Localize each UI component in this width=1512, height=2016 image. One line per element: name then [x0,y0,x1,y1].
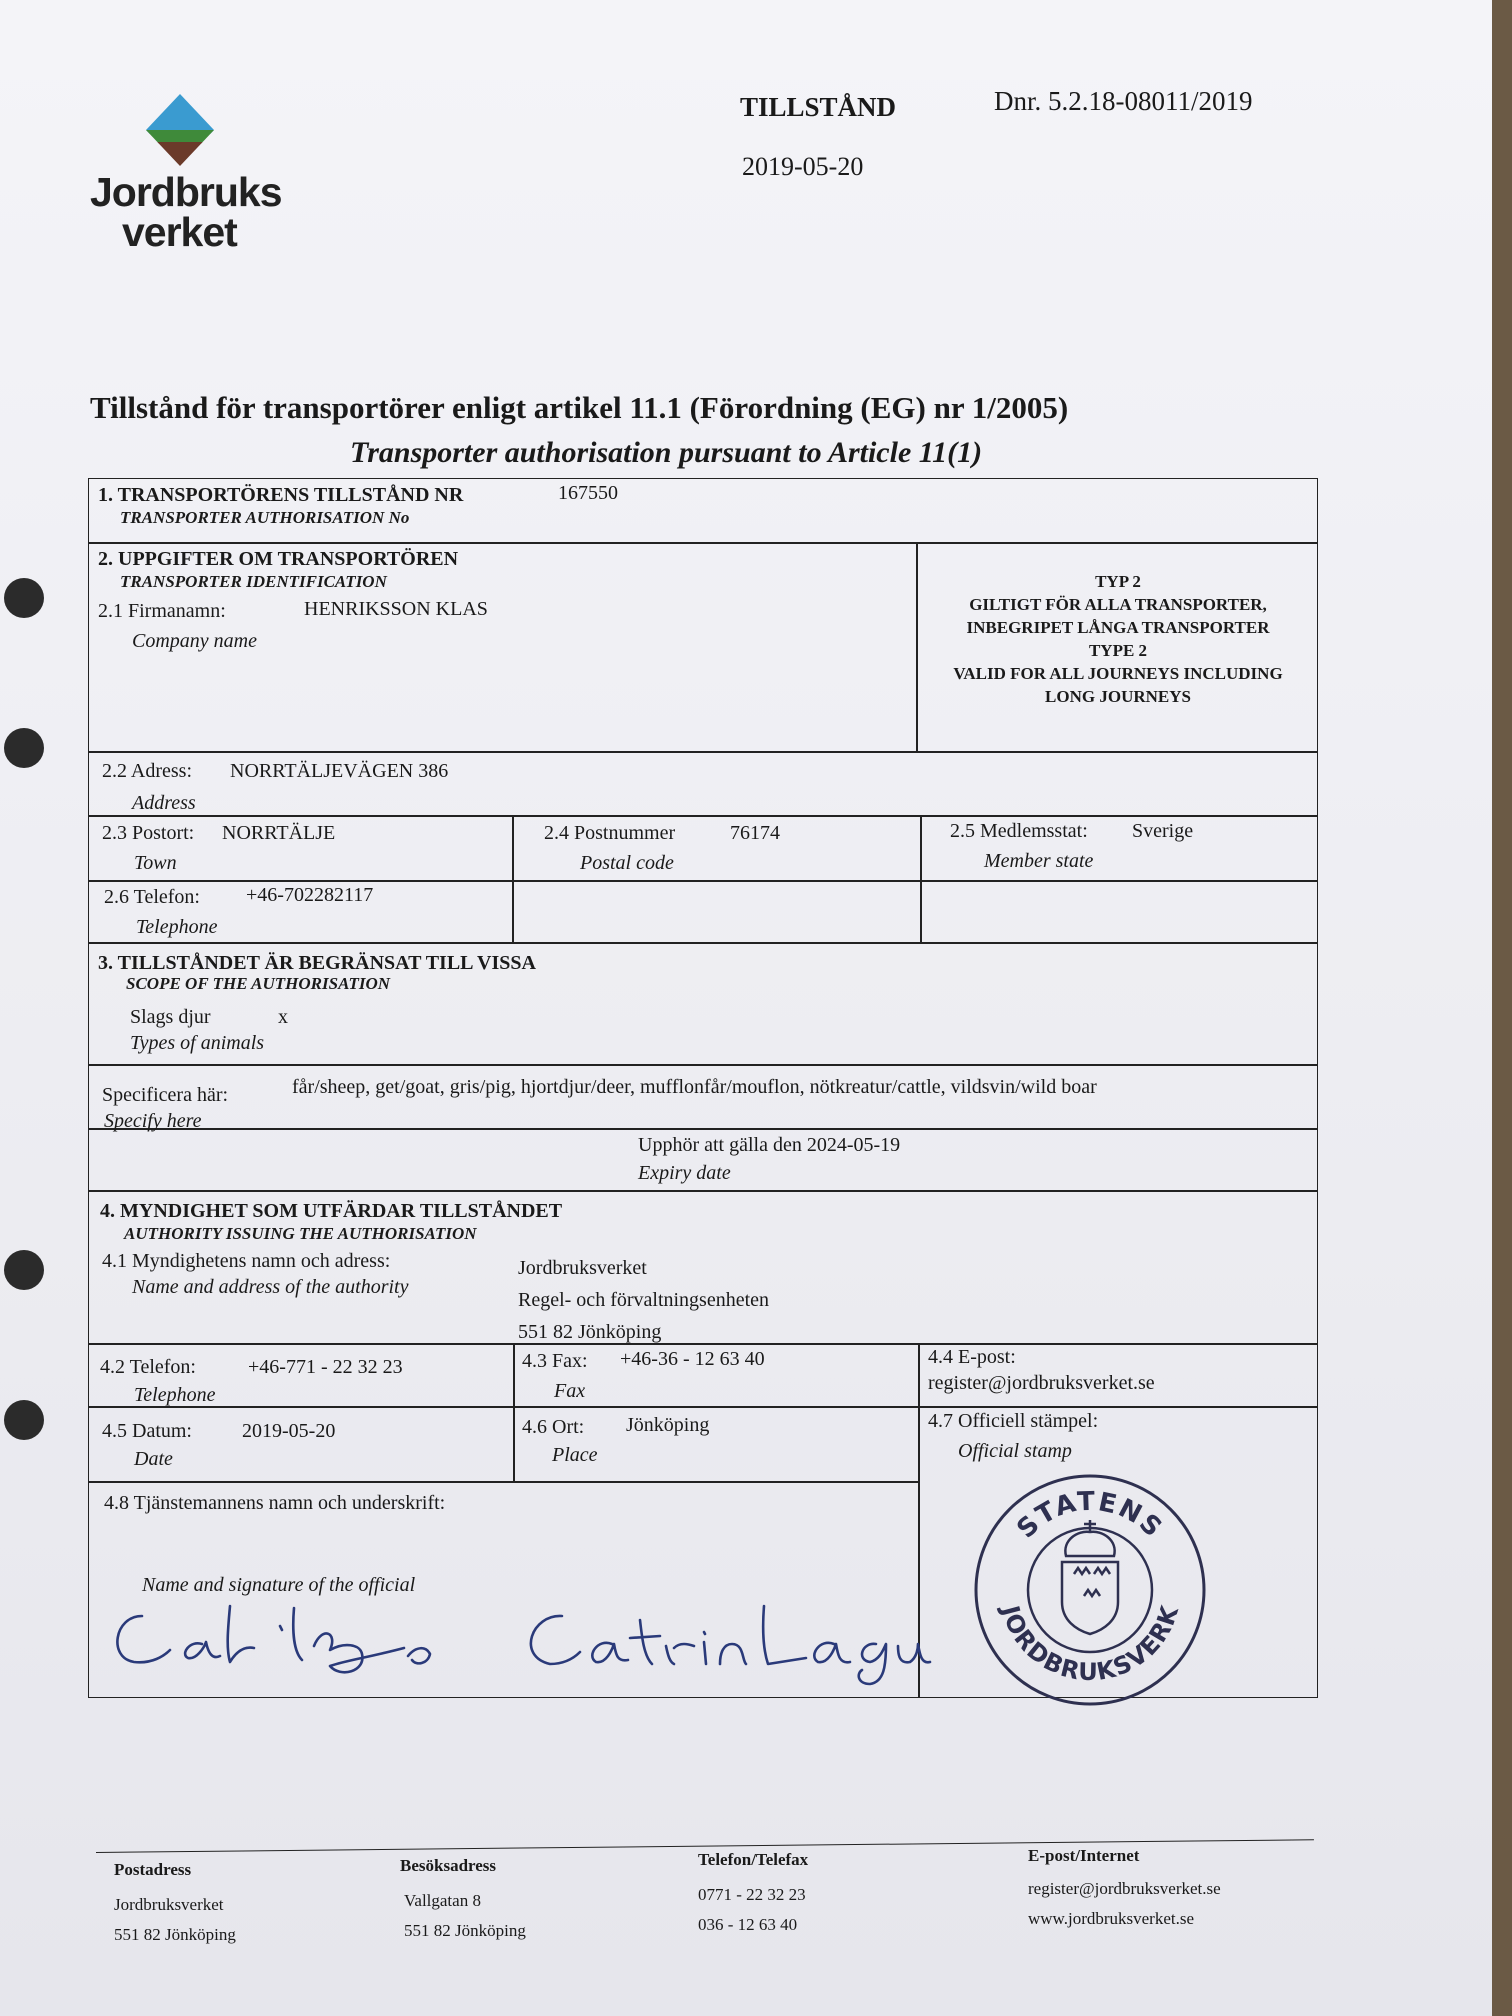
svg-text:JORDBRUKSVERK: JORDBRUKSVERK [995,1601,1185,1687]
authority-address [518,1252,769,1348]
type-box-line: GILTIGT FÖR ALLA TRANSPORTER, [969,595,1267,614]
section4-label: 4. MYNDIGHET SOM UTFÄRDAR TILLSTÅNDET [100,1200,563,1222]
authority-line: Jordbruksverket [518,1257,647,1279]
authority-phone-label: 4.2 Telefon: [100,1356,196,1378]
section2-label: 2. UPPGIFTER OM TRANSPORTÖREN [98,548,459,570]
footer-line: 036 - 12 63 40 [698,1915,798,1934]
section4-label-en: AUTHORITY ISSUING THE AUTHORISATION [124,1224,477,1243]
title-sv: Tillstånd för transportörer enligt artikel 11.1 (Förordning (EG) nr 1/2005) [90,390,1069,425]
company-value: HENRIKSSON KLAS [304,598,488,620]
footer-line: www.jordbruksverket.se [1028,1909,1195,1928]
footer-line: register@jordbruksverket.se [1028,1879,1221,1898]
footer-line: 551 82 Jönköping [404,1921,526,1940]
doc-date: 2019-05-20 [742,152,864,181]
authority-phone-value: +46-771 - 22 32 23 [248,1356,403,1378]
address-value: NORRTÄLJEVÄGEN 386 [230,760,449,782]
animals-label: Slags djur [130,1006,211,1028]
place-label: 4.6 Ort: [522,1416,585,1438]
fax-value: +46-36 - 12 63 40 [620,1348,765,1370]
stamp-label: 4.7 Officiell stämpel: [928,1410,1099,1432]
section3-label-en: SCOPE OF THE AUTHORISATION [126,974,391,993]
section3-label: 3. TILLSTÅNDET ÄR BEGRÄNSAT TILL VISSA [98,952,536,974]
footer-visit [404,1886,526,1946]
fax-label-en: Fax [554,1380,586,1402]
address-label: 2.2 Adress: [102,760,192,782]
authorisation-number: 167550 [558,482,618,504]
specify-value: får/sheep, get/goat, gris/pig, hjortdjur/deer, mufflonfår/mouflon, nötkreatur/cattle, vildsvin/wild boar [292,1076,1097,1098]
type-box-line: TYP 2 [1095,572,1141,591]
type-box-line: TYPE 2 [1088,641,1148,660]
member-label: 2.5 Medlemsstat: [950,820,1088,842]
official-label-en: Name and signature of the official [142,1574,416,1596]
date-value: 2019-05-20 [242,1420,336,1442]
section1-label-en: TRANSPORTER AUTHORISATION No [120,508,410,527]
authority-label: 4.1 Myndighetens namn och adress: [102,1250,391,1272]
authority-line: Regel- och förvaltningsenheten [518,1289,770,1311]
punch-hole [4,1400,44,1440]
footer-visit-heading: Besöksadress [400,1856,497,1875]
type-box-line: VALID FOR ALL JOURNEYS INCLUDING [953,664,1283,683]
phone-label: 2.6 Telefon: [104,886,200,908]
official-signature [104,1586,934,1686]
animals-mark: x [278,1006,288,1028]
specify-label: Specificera här: [102,1084,229,1106]
expiry-label-en: Expiry date [638,1162,731,1184]
type-box-line: INBEGRIPET LÅNGA TRANSPORTER [966,618,1270,637]
authority-line: 551 82 Jönköping [518,1321,662,1343]
section1-label: 1. TRANSPORTÖRENS TILLSTÅND NR [98,484,464,506]
punch-hole [4,728,44,768]
stamp-label-en: Official stamp [958,1440,1072,1462]
type-box [918,570,1318,708]
footer-line: Vallgatan 8 [404,1891,481,1910]
expiry-label: Upphör att gälla den 2024-05-19 [638,1134,901,1156]
company-label: 2.1 Firmanamn: [98,600,226,622]
member-value: Sverige [1132,820,1194,842]
footer-phone-heading: Telefon/Telefax [698,1850,809,1869]
date-label: 4.5 Datum: [102,1420,192,1442]
town-label-en: Town [134,852,177,874]
logo-icon [90,90,290,170]
animals-label-en: Types of animals [130,1032,265,1054]
footer-line: Jordbruksverket [114,1895,224,1914]
specify-label-en: Specify here [104,1110,202,1132]
logo-text-line2: verket [122,209,237,255]
footer-web-heading: E-post/Internet [1028,1846,1140,1865]
date-label-en: Date [134,1448,173,1470]
address-label-en: Address [132,792,196,814]
town-value: NORRTÄLJE [222,822,336,844]
email-label: 4.4 E-post: [928,1346,1016,1368]
section2-label-en: TRANSPORTER IDENTIFICATION [120,572,387,591]
phone-value: +46-702282117 [246,884,374,906]
footer-line: 551 82 Jönköping [114,1925,236,1944]
svg-text:STATENS: STATENS [1011,1486,1169,1545]
type-box-line: LONG JOURNEYS [1045,687,1191,706]
postal-label: 2.4 Postnummer [544,822,676,844]
authority-phone-label-en: Telephone [134,1384,216,1406]
town-label: 2.3 Postort: [102,822,195,844]
fax-label: 4.3 Fax: [522,1350,588,1372]
logo-text-line1: Jordbruks [90,169,282,215]
jordbruksverket-logo [90,90,290,260]
email-value: register@jordbruksverket.se [928,1372,1155,1394]
postal-value: 76174 [730,822,780,844]
authority-label-en: Name and address of the authority [132,1276,409,1298]
place-label-en: Place [552,1444,598,1466]
title-en: Transporter authorisation pursuant to Article 11(1) [350,436,983,469]
place-value: Jönköping [626,1414,710,1436]
dnr: Dnr. 5.2.18-08011/2019 [994,86,1253,116]
punch-hole [4,1250,44,1290]
official-stamp [970,1470,1210,1710]
official-label: 4.8 Tjänstemannens namn och underskrift: [104,1492,446,1514]
punch-hole [4,578,44,618]
doc-type: TILLSTÅND [740,92,897,122]
company-label-en: Company name [132,630,257,652]
phone-label-en: Telephone [136,916,218,938]
footer-postal [114,1890,236,1950]
footer-postal-heading: Postadress [114,1860,192,1879]
member-label-en: Member state [984,850,1094,872]
footer-phone [698,1880,806,1940]
footer-web [1028,1874,1221,1934]
footer-line: 0771 - 22 32 23 [698,1885,806,1904]
postal-label-en: Postal code [580,852,674,874]
